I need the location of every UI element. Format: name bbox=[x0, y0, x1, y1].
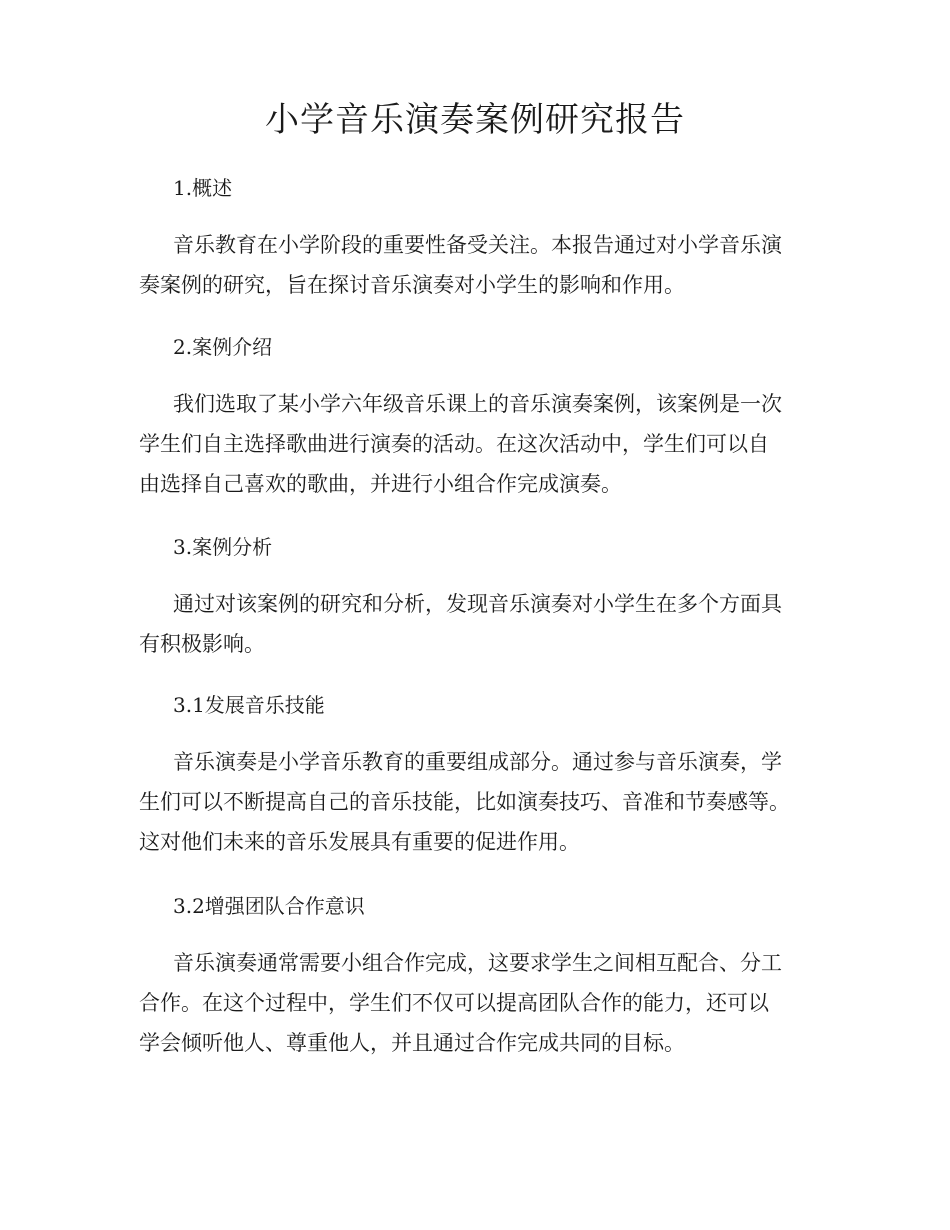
paragraph-line: 合作。在这个过程中，学生们不仅可以提高团队合作的能力，还可以 bbox=[139, 991, 769, 1015]
paragraph-line: 奏案例的研究，旨在探讨音乐演奏对小学生的影响和作用。 bbox=[139, 273, 685, 297]
paragraph-line: 由选择自己喜欢的歌曲，并进行小组合作完成演奏。 bbox=[139, 472, 622, 496]
section-heading-case-analysis: 3.案例分析 bbox=[173, 535, 273, 559]
paragraph-line: 生们可以不断提高自己的音乐技能，比如演奏技巧、音准和节奏感等。 bbox=[139, 790, 790, 814]
section-paragraph-case-intro bbox=[139, 384, 819, 504]
paragraph-line: 音乐演奏是小学音乐教育的重要组成部分。通过参与音乐演奏，学 bbox=[173, 750, 782, 774]
paragraph-line: 音乐演奏通常需要小组合作完成，这要求学生之间相互配合、分工 bbox=[173, 951, 782, 975]
document-title: 小学音乐演奏案例研究报告 bbox=[265, 100, 685, 140]
paragraph-line: 我们选取了某小学六年级音乐课上的音乐演奏案例，该案例是一次 bbox=[173, 392, 782, 416]
paragraph-line: 这对他们未来的音乐发展具有重要的促进作用。 bbox=[139, 830, 580, 854]
section-paragraph-overview bbox=[139, 225, 819, 305]
section-paragraph-music-skills bbox=[139, 742, 819, 862]
section-paragraph-teamwork bbox=[139, 943, 819, 1063]
section-heading-case-intro: 2.案例介绍 bbox=[173, 335, 273, 359]
section-heading-overview: 1.概述 bbox=[173, 176, 233, 200]
section-heading-teamwork: 3.2增强团队合作意识 bbox=[173, 894, 365, 918]
section-heading-music-skills: 3.1发展音乐技能 bbox=[173, 693, 325, 717]
paragraph-line: 通过对该案例的研究和分析，发现音乐演奏对小学生在多个方面具 bbox=[173, 592, 782, 616]
section-paragraph-case-analysis bbox=[139, 584, 819, 664]
paragraph-line: 学生们自主选择歌曲进行演奏的活动。在这次活动中，学生们可以自 bbox=[139, 432, 769, 456]
paragraph-line: 学会倾听他人、尊重他人，并且通过合作完成共同的目标。 bbox=[139, 1031, 685, 1055]
paragraph-line: 有积极影响。 bbox=[139, 632, 265, 656]
paragraph-line: 音乐教育在小学阶段的重要性备受关注。本报告通过对小学音乐演 bbox=[173, 233, 782, 257]
